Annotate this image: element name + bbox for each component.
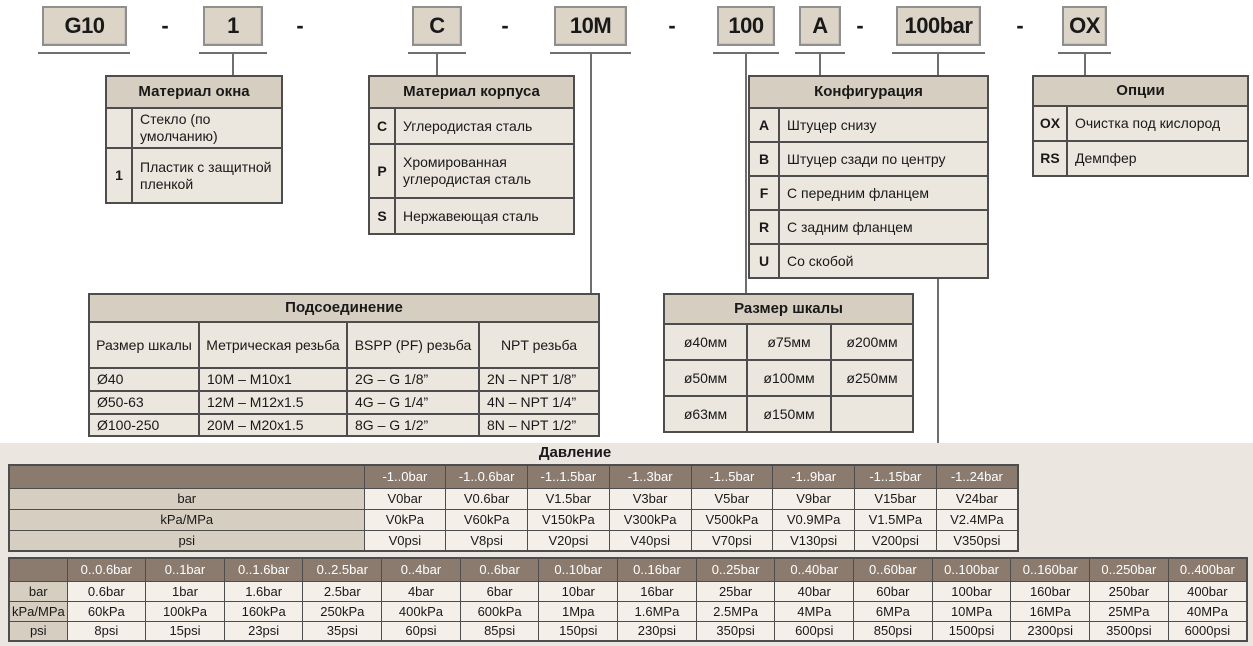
cell: V1.5MPa (855, 509, 937, 530)
cell: 1.6MPa (618, 601, 697, 621)
code-segment-configuration: A (799, 6, 841, 46)
connector-line (745, 52, 747, 293)
cell: 250bar (1090, 581, 1169, 601)
code-separator: - (856, 13, 864, 38)
cell: 12M – M12x1.5 (199, 391, 347, 414)
cell: V8psi (446, 530, 528, 551)
cell: 40MPa (1168, 601, 1247, 621)
cell: 8psi (67, 621, 146, 641)
cell: 20M – M20x1.5 (199, 414, 347, 437)
cell: V70psi (691, 530, 773, 551)
range-header: 0..160bar (1011, 558, 1090, 581)
range-header: -1..24bar (936, 465, 1018, 488)
cell: 0.6bar (67, 581, 146, 601)
table-row (664, 360, 913, 396)
cell: 600psi (775, 621, 854, 641)
range-header: -1..3bar (609, 465, 691, 488)
cell: 8G – G 1/2” (347, 414, 479, 437)
table-row (664, 396, 913, 432)
table-row (749, 244, 988, 278)
cell: 4G – G 1/4” (347, 391, 479, 414)
range-header: 0..250bar (1090, 558, 1169, 581)
pressure-title: Давление (538, 444, 612, 461)
range-header: -1..1.5bar (528, 465, 610, 488)
table-row (9, 558, 1247, 581)
range-header: 0..2.5bar (303, 558, 382, 581)
table-title: Материал корпуса (369, 76, 574, 108)
range-header: 0..0.6bar (67, 558, 146, 581)
cell: V200psi (855, 530, 937, 551)
cell: ø200мм (831, 324, 913, 360)
cell: ø63мм (664, 396, 747, 432)
unit-label: psi (9, 530, 364, 551)
cell: Ø50-63 (89, 391, 199, 414)
cell: 6000psi (1168, 621, 1247, 641)
cell: V130psi (773, 530, 855, 551)
cell: ø40мм (664, 324, 747, 360)
table-row (749, 108, 988, 142)
code-separator: - (668, 13, 676, 38)
code-cell: OX (1033, 106, 1067, 141)
cell: 25MPa (1090, 601, 1169, 621)
connector-line (436, 52, 438, 75)
cell: 10MPa (932, 601, 1011, 621)
table-row (89, 391, 599, 414)
cell: 1Mpa (539, 601, 618, 621)
table-row (1033, 141, 1248, 176)
cell: V0kPa (364, 509, 446, 530)
table-row (89, 294, 599, 322)
table-title: Опции (1033, 76, 1248, 106)
code-segment-range: 100bar (896, 6, 981, 46)
table-row (9, 465, 1018, 488)
cell: 16MPa (1011, 601, 1090, 621)
range-header: 0..40bar (775, 558, 854, 581)
cell: 230psi (618, 621, 697, 641)
table-title: Конфигурация (749, 76, 988, 108)
cell: 100kPa (146, 601, 225, 621)
range-header: 0..25bar (696, 558, 775, 581)
desc-cell: С задним фланцем (779, 210, 988, 244)
range-header: -1..0.6bar (446, 465, 528, 488)
cell: ø100мм (747, 360, 831, 396)
table-row (749, 210, 988, 244)
cell: V15bar (855, 488, 937, 509)
code-cell: S (369, 198, 395, 234)
desc-cell: Очистка под кислород (1067, 106, 1248, 141)
connector-line (1084, 52, 1086, 75)
range-header: 0..1bar (146, 558, 225, 581)
connector-line (232, 52, 234, 75)
desc-cell: Штуцер сзади по центру (779, 142, 988, 176)
cell: 1.6bar (224, 581, 303, 601)
code-cell: R (749, 210, 779, 244)
unit-label: bar (9, 581, 67, 601)
cell: 4MPa (775, 601, 854, 621)
cell: 15psi (146, 621, 225, 641)
unit-label: kPa/MPa (9, 509, 364, 530)
cell: 160bar (1011, 581, 1090, 601)
range-header: 0..6bar (460, 558, 539, 581)
desc-cell: Хромированная углеродистая сталь (395, 144, 574, 198)
cell: 2.5MPa (696, 601, 775, 621)
cell: 10bar (539, 581, 618, 601)
code-cell: U (749, 244, 779, 278)
code-separator: - (501, 13, 509, 38)
desc-cell: Пластик с защитной пленкой (132, 148, 282, 203)
connection-table (88, 293, 600, 437)
range-header: 0..4bar (382, 558, 461, 581)
cell: V20psi (528, 530, 610, 551)
cell: 25bar (696, 581, 775, 601)
code-segment-dial-size: 100 (717, 6, 775, 46)
cell: ø150мм (747, 396, 831, 432)
corner-cell (9, 558, 67, 581)
cell: 3500psi (1090, 621, 1169, 641)
column-header: BSPP (PF) резьба (347, 322, 479, 368)
cell: Ø40 (89, 368, 199, 391)
desc-cell: Штуцер снизу (779, 108, 988, 142)
code-cell: A (749, 108, 779, 142)
cell: 2300psi (1011, 621, 1090, 641)
cell: ø75мм (747, 324, 831, 360)
table-row (749, 176, 988, 210)
vacuum-range-table (8, 464, 1019, 552)
body-material-table (368, 75, 575, 235)
table-row (89, 368, 599, 391)
cell: V60kPa (446, 509, 528, 530)
underline (38, 52, 130, 54)
range-header: -1..0bar (364, 465, 446, 488)
cell: 60bar (854, 581, 933, 601)
cell: Ø100-250 (89, 414, 199, 437)
code-cell: P (369, 144, 395, 198)
cell: 10M – M10x1 (199, 368, 347, 391)
cell: 100bar (932, 581, 1011, 601)
table-row (369, 198, 574, 234)
cell: V500kPa (691, 509, 773, 530)
cell: 2G – G 1/8” (347, 368, 479, 391)
code-separator: - (1016, 13, 1024, 38)
table-row (9, 621, 1247, 641)
table-row (664, 324, 913, 360)
table-row (9, 581, 1247, 601)
code-cell: B (749, 142, 779, 176)
table-title: Подсоединение (89, 294, 599, 322)
cell: 35psi (303, 621, 382, 641)
code-separator: - (296, 13, 304, 38)
desc-cell: С передним фланцем (779, 176, 988, 210)
cell: 150psi (539, 621, 618, 641)
table-row (9, 488, 1018, 509)
connector-line (590, 52, 592, 293)
cell: 4N – NPT 1/4” (479, 391, 599, 414)
desc-cell: Нержавеющая сталь (395, 198, 574, 234)
table-row (9, 509, 1018, 530)
cell: V150kPa (528, 509, 610, 530)
window-material-table (105, 75, 283, 204)
range-header: 0..60bar (854, 558, 933, 581)
code-segment-series: G10 (42, 6, 127, 46)
code-cell: 1 (106, 148, 132, 203)
column-header: Метрическая резьба (199, 322, 347, 368)
dial-size-table (663, 293, 914, 433)
desc-cell: Углеродистая сталь (395, 108, 574, 144)
desc-cell: Демпфер (1067, 141, 1248, 176)
range-header: 0..1.6bar (224, 558, 303, 581)
table-row (749, 76, 988, 108)
cell: 85psi (460, 621, 539, 641)
table-row (9, 601, 1247, 621)
code-cell (106, 108, 132, 148)
cell: 8N – NPT 1/2” (479, 414, 599, 437)
code-segment-connection: 10M (554, 6, 627, 46)
table-row (106, 108, 282, 148)
cell: 60psi (382, 621, 461, 641)
corner-cell (9, 465, 364, 488)
connector-line (819, 52, 821, 75)
table-row (1033, 76, 1248, 106)
cell: 850psi (854, 621, 933, 641)
unit-label: kPa/MPa (9, 601, 67, 621)
desc-cell: Стекло (по умолчанию) (132, 108, 282, 148)
cell: ø250мм (831, 360, 913, 396)
cell: V0bar (364, 488, 446, 509)
cell: 4bar (382, 581, 461, 601)
cell: V40psi (609, 530, 691, 551)
desc-cell: Со скобой (779, 244, 988, 278)
code-segment-body: C (412, 6, 462, 46)
table-row (89, 414, 599, 437)
cell: 250kPa (303, 601, 382, 621)
positive-range-table (8, 557, 1248, 642)
cell: 350psi (696, 621, 775, 641)
cell: 2N – NPT 1/8” (479, 368, 599, 391)
range-header: 0..10bar (539, 558, 618, 581)
cell: V24bar (936, 488, 1018, 509)
cell: V300kPa (609, 509, 691, 530)
cell: 23psi (224, 621, 303, 641)
configuration-table (748, 75, 989, 279)
cell: 40bar (775, 581, 854, 601)
cell: V1.5bar (528, 488, 610, 509)
cell: ø50мм (664, 360, 747, 396)
table-row (369, 144, 574, 198)
table-row (106, 148, 282, 203)
range-header: -1..9bar (773, 465, 855, 488)
unit-label: psi (9, 621, 67, 641)
code-cell: F (749, 176, 779, 210)
cell: V5bar (691, 488, 773, 509)
cell: V3bar (609, 488, 691, 509)
cell: V0.6bar (446, 488, 528, 509)
range-header: 0..400bar (1168, 558, 1247, 581)
range-header: -1..15bar (855, 465, 937, 488)
code-segment-window: 1 (203, 6, 263, 46)
range-header: 0..100bar (932, 558, 1011, 581)
cell: 400bar (1168, 581, 1247, 601)
code-separator: - (161, 13, 169, 38)
table-row (106, 76, 282, 108)
table-title: Материал окна (106, 76, 282, 108)
cell (831, 396, 913, 432)
cell: 1500psi (932, 621, 1011, 641)
table-row (9, 530, 1018, 551)
code-segment-option: OX (1062, 6, 1107, 46)
cell: 2.5bar (303, 581, 382, 601)
cell: 400kPa (382, 601, 461, 621)
options-table (1032, 75, 1249, 177)
table-row (1033, 106, 1248, 141)
code-cell: C (369, 108, 395, 144)
table-title: Размер шкалы (664, 294, 913, 324)
pressure-section (0, 443, 1253, 646)
table-row (89, 322, 599, 368)
table-row (664, 294, 913, 324)
code-cell: RS (1033, 141, 1067, 176)
cell: V350psi (936, 530, 1018, 551)
column-header: NPT резьба (479, 322, 599, 368)
cell: 6bar (460, 581, 539, 601)
cell: 600kPa (460, 601, 539, 621)
cell: V9bar (773, 488, 855, 509)
range-header: 0..16bar (618, 558, 697, 581)
unit-label: bar (9, 488, 364, 509)
range-header: -1..5bar (691, 465, 773, 488)
cell: V0psi (364, 530, 446, 551)
table-row (749, 142, 988, 176)
cell: 16bar (618, 581, 697, 601)
cell: 160kPa (224, 601, 303, 621)
table-row (369, 76, 574, 108)
cell: 6MPa (854, 601, 933, 621)
column-header: Размер шкалы (89, 322, 199, 368)
cell: V0.9MPa (773, 509, 855, 530)
cell: 60kPa (67, 601, 146, 621)
cell: 1bar (146, 581, 225, 601)
table-row (369, 108, 574, 144)
cell: V2.4MPa (936, 509, 1018, 530)
